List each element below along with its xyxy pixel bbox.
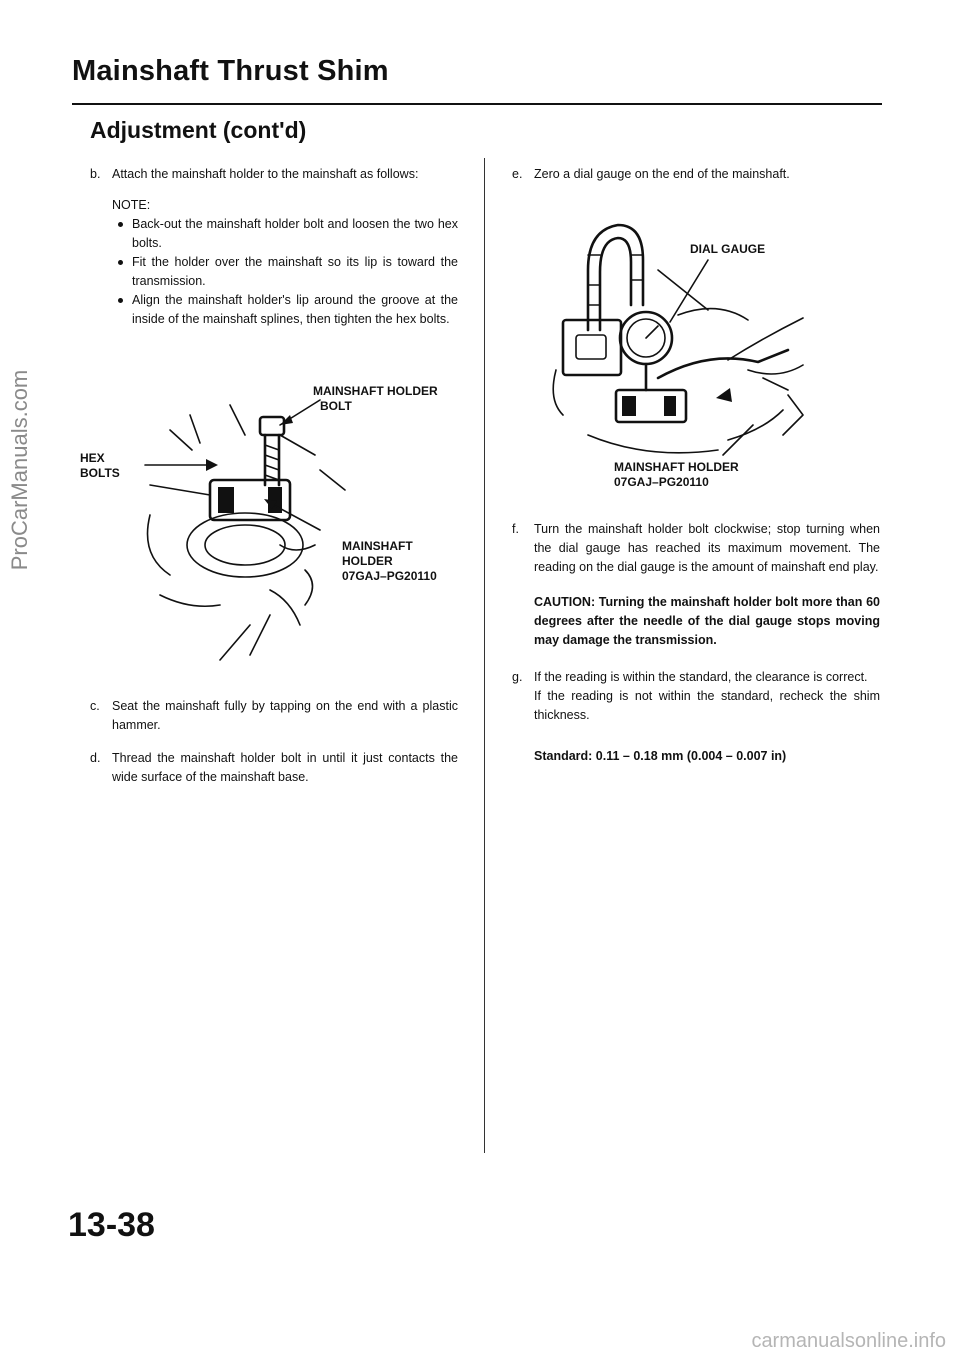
hand-fingers <box>748 365 803 390</box>
label-holder-bolt-line1: MAINSHAFT HOLDER <box>313 384 438 398</box>
label-hex-line2: BOLTS <box>80 466 120 480</box>
step-b-marker: b. <box>90 167 101 181</box>
label-hex-line1: HEX <box>80 451 105 465</box>
label-holder-right-line1: MAINSHAFT HOLDER <box>614 460 739 474</box>
note-item: Fit the holder over the mainshaft so its lip is toward the transmission. <box>132 253 458 291</box>
left-column-bottom <box>90 697 458 787</box>
label-holder-line3: 07GAJ–PG20110 <box>342 569 437 583</box>
step-g-body <box>534 668 880 725</box>
stand-segments <box>588 255 643 305</box>
gauge-stand-arm-inner <box>600 238 631 330</box>
label-holder-right <box>614 460 739 490</box>
step-e <box>512 165 880 184</box>
label-holder-right-line2: 07GAJ–PG20110 <box>614 475 709 489</box>
right-column-top <box>512 165 880 184</box>
watermark-text: ProCarManuals.com <box>7 369 32 571</box>
left-column-top <box>90 165 458 329</box>
step-c-text: Seat the mainshaft fully by tapping on the end with a plastic hammer. <box>112 699 458 732</box>
label-holder-bolt-line2: BOLT <box>320 399 352 413</box>
label-holder-line1: MAINSHAFT <box>342 539 413 553</box>
leader-holder <box>270 503 320 530</box>
arrow-hex-bolts <box>206 459 218 471</box>
step-g-marker: g. <box>512 670 523 684</box>
case-top-lines <box>658 270 748 320</box>
note-item: Back-out the mainshaft holder bolt and loosen the two hex bolts. <box>132 215 458 253</box>
step-d-marker: d. <box>90 751 101 765</box>
step-c-marker: c. <box>90 699 100 713</box>
standard-value: Standard: 0.11 – 0.18 mm (0.004 – 0.007 in) <box>534 749 787 763</box>
footer-site-watermark: carmanualsonline.info <box>751 1330 946 1352</box>
label-mainshaft-holder <box>342 539 437 584</box>
holder-bolt-b <box>664 396 676 416</box>
step-d-text: Thread the mainshaft holder bolt in until it just contacts the wide surface of the mainshaft base. <box>112 751 458 784</box>
step-f-marker: f. <box>512 522 519 536</box>
case-lines <box>170 405 345 490</box>
step-f-text: Turn the mainshaft holder bolt clockwise; stop turning when the dial gauge has reached its maximum movement. The reading on the dial gauge is the amount of mainshaft end play. <box>534 522 880 574</box>
gauge-needle <box>646 326 658 338</box>
leader-hex-bolts-2 <box>150 485 210 495</box>
leader-dial-gauge <box>670 260 708 322</box>
label-dial-gauge: DIAL GAUGE <box>690 242 766 256</box>
column-divider <box>484 158 485 1153</box>
holder-bolt-head <box>260 417 284 435</box>
step-e-text: Zero a dial gauge on the end of the mainshaft. <box>534 167 790 181</box>
step-d <box>90 749 458 787</box>
step-b <box>90 165 458 184</box>
note-list <box>112 215 458 329</box>
label-holder-line2: HOLDER <box>342 554 393 568</box>
holder-bolt-thread <box>265 445 279 480</box>
page-title: Mainshaft Thrust Shim <box>72 55 389 87</box>
watermark <box>0 0 40 1356</box>
arrow-rotation <box>716 388 732 402</box>
magnetic-base <box>563 320 621 375</box>
step-g-text-1: If the reading is within the standard, the clearance is correct. <box>534 670 868 684</box>
holder-bolt-a <box>622 396 636 416</box>
label-holder-bolt <box>313 384 438 414</box>
hand-outline <box>728 318 803 360</box>
section-subtitle: Adjustment (cont'd) <box>90 117 307 143</box>
step-b-text: Attach the mainshaft holder to the mainshaft as follows: <box>112 167 419 181</box>
hex-bolt-left <box>218 487 234 513</box>
case-contours <box>553 370 803 453</box>
mainshaft-holder-figure <box>130 395 360 665</box>
note-item: Align the mainshaft holder's lip around the groove at the inside of the mainshaft splines, then tighten the hex bolts. <box>132 291 458 329</box>
mainshaft-spline <box>205 525 285 565</box>
note-label: NOTE: <box>112 198 151 212</box>
caution-text: CAUTION: Turning the mainshaft holder bolt more than 60 degrees after the needle of the dial gauge stops moving may damage the transmission. <box>534 595 880 647</box>
title-rule <box>72 103 882 105</box>
right-column-bottom <box>512 520 880 766</box>
step-c <box>90 697 458 735</box>
page-number: 13-38 <box>68 1206 155 1244</box>
step-g <box>512 668 880 725</box>
dial-gauge-figure <box>548 210 823 470</box>
step-g-text-2: If the reading is not within the standard, recheck the shim thickness. <box>534 689 880 722</box>
base-switch <box>576 335 606 359</box>
step-e-marker: e. <box>512 167 523 181</box>
note-block <box>90 196 458 329</box>
step-f <box>512 520 880 577</box>
label-hex-bolts <box>80 451 120 481</box>
